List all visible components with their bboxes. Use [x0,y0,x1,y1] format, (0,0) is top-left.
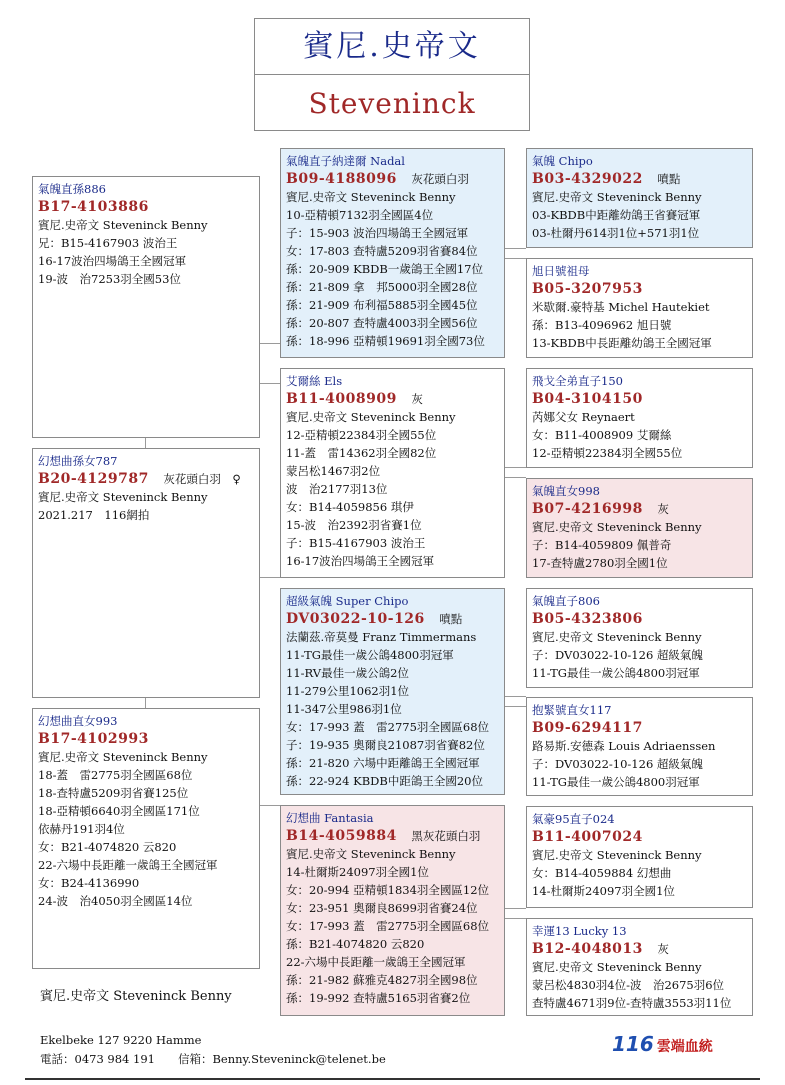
info-line: 10-亞精頓7132羽全國區4位 [286,208,434,222]
pigeon-color: 灰 [411,392,423,406]
pedigree-card-great-grandparent [526,806,753,908]
connector-line [505,706,526,707]
breeder-address: Ekelbeke 127 9220 Hamme [40,1033,202,1047]
info-line: 11-TG最佳一歲公鴿4800羽冠軍 [532,775,700,789]
info-line: 17-查特盧2780羽全國1位 [532,556,668,570]
pigeon-name: 氣魄直子806 [532,594,600,608]
pedigree-card-great-grandparent [526,258,753,358]
pigeon-name: 氣魄 Chipo [532,154,593,168]
info-line: 芮娜父女 Reynaert [532,410,635,424]
ring-number: B04-3104150 [532,391,643,407]
info-line: 孫：21-982 蘇雅克4827羽全國98位 [286,973,478,987]
pedigree-card-granddam-paternal [280,368,505,578]
divider [25,1078,760,1080]
ring-number: B11-4007024 [532,829,643,845]
info-line: 子：DV03022-10-126 超級氣魄 [532,648,703,662]
pedigree-card-dam [32,708,260,969]
brand-logo [612,1032,713,1056]
info-line: 波 治2177羽13位 [286,482,388,496]
info-line: 18-蓋 雷2775羽全國區68位 [38,768,193,782]
info-line: 賓尼.史帝文 Steveninck Benny [38,218,208,232]
info-line: 子：B14-4059809 佩普奇 [532,538,672,552]
pigeon-color: 灰花頭白羽 [411,172,469,186]
pigeon-color: 灰花頭白羽 ♀ [163,472,241,486]
info-line: 子：19-935 奧爾良21087羽省賽82位 [286,738,485,752]
pigeon-color: 黑灰花頭白羽 [411,829,481,843]
logo-number: 116 [612,1032,654,1056]
pedigree-card-grandsire-maternal [280,588,505,795]
pigeon-name: 幻想曲直女993 [38,714,118,728]
info-line: 女：B14-4059884 幻想曲 [532,866,672,880]
info-line: 孫：21-820 六場中距離鴿王全國冠軍 [286,756,480,770]
info-line: 孫：21-909 布利福5885羽全國45位 [286,298,478,312]
info-line: 孫：22-924 KBDB中距鴿王全國20位 [286,774,483,788]
info-line: 子：15-903 波治四場鴿王全國冠軍 [286,226,469,240]
ring-number: B07-4216998 灰 [532,501,669,517]
connector-line [145,437,146,448]
pedigree-title [254,18,530,131]
info-line: 孫：20-909 KBDB一歲鴿王全國17位 [286,262,483,276]
ring-number: B14-4059884 黑灰花頭白羽 [286,828,481,844]
ring-number: B12-4048013 灰 [532,941,669,957]
info-line: 11-蓋 雷14362羽全國82位 [286,446,437,460]
info-line: 賓尼.史帝文 Steveninck Benny [532,190,702,204]
info-line: 22-六場中長距離一歲鴿王全國冠軍 [38,858,218,872]
pigeon-name: 幻想曲 Fantasia [286,811,374,825]
info-line: 法蘭茲.帝莫曼 Franz Timmermans [286,630,477,644]
connector-line [505,467,526,468]
info-line: 13-KBDB中長距離幼鴿王全國冠軍 [532,336,712,350]
info-line: 女：23-951 奧爾良8699羽省賽24位 [286,901,478,915]
ring-number: B09-4188096 灰花頭白羽 [286,171,469,187]
connector-line [260,383,280,384]
info-line: 女：B11-4008909 艾爾絲 [532,428,672,442]
info-line: 12-亞精頓22384羽全國55位 [286,428,437,442]
connector-line [260,577,280,578]
info-line: 賓尼.史帝文 Steveninck Benny [286,847,456,861]
pedigree-card-great-grandparent [526,588,753,688]
logo-text: 雲端血統 [656,1039,713,1055]
info-line: 女：20-994 亞精頓1834羽全國區12位 [286,883,490,897]
ring-number: DV03022-10-126 噴點 [286,611,463,627]
pigeon-color: 噴點 [657,172,681,186]
info-line: 米歇爾.豪特基 Michel Hautekiet [532,300,710,314]
info-line: 女：17-993 蓋 雷2775羽全國區68位 [286,919,490,933]
info-line: 16-17波治四場鴿王全國冠軍 [286,554,435,568]
pedigree-card-great-grandparent [526,697,753,796]
info-line: 15-波 治2392羽省賽1位 [286,518,422,532]
pigeon-color: 灰 [657,502,669,516]
title-chinese: 賓尼.史帝文 [255,19,529,75]
connector-line [145,697,146,708]
info-line: 女：B14-4059856 琪伊 [286,500,414,514]
connector-line [260,343,280,344]
info-line: 依赫丹191羽4位 [38,822,125,836]
info-line: 24-波 治4050羽全國區14位 [38,894,193,908]
info-line: 賓尼.史帝文 Steveninck Benny [532,520,702,534]
info-line: 03-杜爾丹614羽1位+571羽1位 [532,226,700,240]
info-line: 19-波 治7253羽全國53位 [38,272,181,286]
ring-number: B03-4329022 噴點 [532,171,681,187]
pigeon-name: 氣豪95直子024 [532,812,615,826]
pigeon-color: 灰 [657,942,669,956]
breeder-contact: 電話：0473 984 191 信箱：Benny.Steveninck@telenet.be [40,1052,386,1066]
info-line: 14-杜爾斯24097羽全國1位 [532,884,675,898]
info-line: 女：B21-4074820 云820 [38,840,177,854]
info-line: 路易斯.安德森 Louis Adriaenssen [532,739,716,753]
info-line: 子：DV03022-10-126 超級氣魄 [532,757,703,771]
pedigree-card-grandsire-paternal [280,148,505,358]
info-line: 孫：21-809 拿 邦5000羽全國28位 [286,280,478,294]
info-line: 2021.217 116網拍 [38,508,150,522]
connector-line [505,908,526,909]
info-line: 16-17波治四場鴿王全國冠軍 [38,254,187,268]
info-line: 22-六場中長距離一歲鴿王全國冠軍 [286,955,466,969]
info-line: 18-亞精頓6640羽全國區171位 [38,804,200,818]
info-line: 孫：18-996 亞精頓19691羽全國73位 [286,334,485,348]
info-line: 賓尼.史帝文 Steveninck Benny [286,190,456,204]
pedigree-card-granddam-maternal [280,805,505,1016]
connector-line [505,248,526,249]
ring-number: B05-3207953 [532,281,643,297]
ring-number: B20-4129787 灰花頭白羽 ♀ [38,471,241,487]
info-line: 賓尼.史帝文 Steveninck Benny [532,960,702,974]
info-line: 12-亞精頓22384羽全國55位 [532,446,683,460]
pedigree-card-subject [32,448,260,698]
info-line: 賓尼.史帝文 Steveninck Benny [286,410,456,424]
info-line: 03-KBDB中距離幼鴿王省賽冠軍 [532,208,701,222]
pigeon-name: 氣魄直子納達爾 Nadal [286,154,405,168]
info-line: 14-杜爾斯24097羽全國1位 [286,865,429,879]
pedigree-card-sire [32,176,260,438]
info-line: 蒙呂松1467羽2位 [286,464,381,478]
info-line: 孫：B21-4074820 云820 [286,937,425,951]
ring-number: B17-4102993 [38,731,149,747]
info-line: 女：B24-4136990 [38,876,140,890]
pigeon-name: 幻想曲孫女787 [38,454,118,468]
ring-number: B05-4323806 [532,611,643,627]
breeder-name: 賓尼.史帝文 Steveninck Benny [40,989,232,1004]
pigeon-name: 幸運13 Lucky 13 [532,924,627,938]
pedigree-card-great-grandparent [526,148,753,248]
pedigree-card-great-grandparent [526,478,753,578]
info-line: 11-347公里986羽1位 [286,702,402,716]
info-line: 蒙呂松4830羽4位-波 治2675羽6位 [532,978,725,992]
pigeon-name: 超級氣魄 Super Chipo [286,594,409,608]
info-line: 兄：B15-4167903 波治王 [38,236,178,250]
info-line: 賓尼.史帝文 Steveninck Benny [38,490,208,504]
info-line: 11-TG最佳一歲公鴿4800羽冠軍 [286,648,454,662]
info-line: 賓尼.史帝文 Steveninck Benny [532,848,702,862]
connector-line [260,805,280,806]
info-line: 18-查特盧5209羽省賽125位 [38,786,189,800]
info-line: 查特盧4671羽9位-查特盧3553羽11位 [532,996,732,1010]
pigeon-color: 噴點 [439,612,463,626]
pedigree-card-great-grandparent [526,368,753,468]
ring-number: B09-6294117 [532,720,643,736]
info-line: 子：B15-4167903 波治王 [286,536,426,550]
pigeon-name: 抱緊號直女117 [532,703,612,717]
ring-number: B11-4008909 灰 [286,391,423,407]
connector-line [505,696,526,697]
info-line: 賓尼.史帝文 Steveninck Benny [38,750,208,764]
info-line: 11-279公里1062羽1位 [286,684,410,698]
info-line: 11-RV最佳一歲公鴿2位 [286,666,409,680]
connector-line [505,258,526,259]
pigeon-name: 飛戈全弟直子150 [532,374,623,388]
pigeon-name: 旭日號祖母 [532,264,590,278]
info-line: 孫：20-807 查特盧4003羽全國56位 [286,316,478,330]
pigeon-name: 氣魄直女998 [532,484,600,498]
info-line: 孫：B13-4096962 旭日號 [532,318,672,332]
pedigree-card-great-grandparent [526,918,753,1016]
pigeon-name: 氣魄直孫886 [38,182,106,196]
title-english: Steveninck [308,87,476,120]
pigeon-name: 艾爾絲 Els [286,374,343,388]
ring-number: B17-4103886 [38,199,149,215]
info-line: 女：17-803 查特盧5209羽省賽84位 [286,244,478,258]
info-line: 賓尼.史帝文 Steveninck Benny [532,630,702,644]
info-line: 女：17-993 蓋 雷2775羽全國區68位 [286,720,490,734]
connector-line [505,477,526,478]
connector-line [505,918,526,919]
info-line: 孫：19-992 查特盧5165羽省賽2位 [286,991,471,1005]
info-line: 11-TG最佳一歲公鴿4800羽冠軍 [532,666,700,680]
